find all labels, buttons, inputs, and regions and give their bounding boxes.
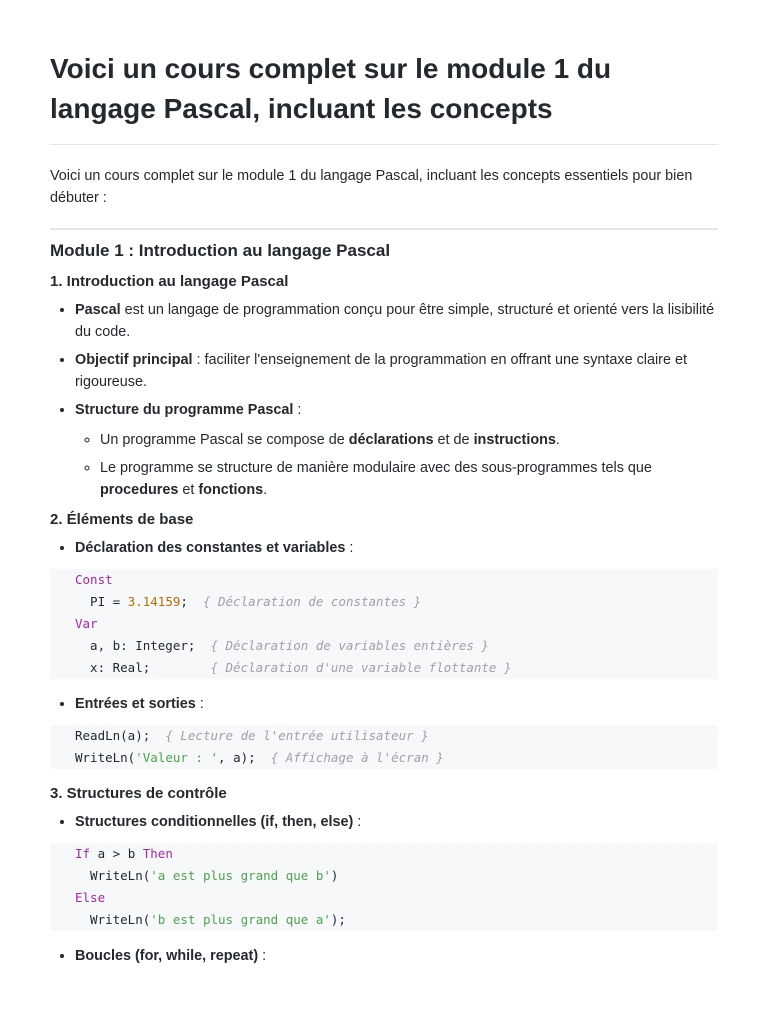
bold-term: Objectif principal <box>75 352 193 368</box>
code-number: 3.14159 <box>127 594 181 609</box>
code-keyword: If <box>75 846 91 861</box>
code-text: a > b <box>90 846 143 861</box>
text: Un programme Pascal se compose de <box>100 432 349 448</box>
code-text: ReadLn(a); <box>75 728 166 743</box>
code-text: x: Real; <box>75 660 211 675</box>
code-text: WriteLn( <box>75 750 136 765</box>
text: . <box>555 432 560 448</box>
code-keyword: Const <box>75 572 113 587</box>
bold-term: Boucles (for, while, repeat) <box>75 948 259 964</box>
sub-list-item <box>100 429 718 451</box>
bold-term: procedures <box>100 482 179 498</box>
list-item <box>75 299 718 343</box>
item-text: : <box>195 696 204 712</box>
list-item <box>75 693 718 769</box>
list-item <box>75 537 718 679</box>
code-comment: { Déclaration de constantes } <box>202 594 422 609</box>
text: Le programme se structure de manière modulaire avec des sous-programmes tels que <box>100 460 652 476</box>
code-text: ) <box>330 868 339 883</box>
code-string: 'a est plus grand que b' <box>150 868 331 883</box>
module-heading: Module 1 : Introduction au langage Pascal <box>50 241 391 260</box>
code-block-conditionals <box>50 843 718 931</box>
code-keyword: Then <box>142 846 173 861</box>
bold-term: Structure du programme Pascal <box>75 402 294 418</box>
list-item <box>75 349 718 393</box>
bold-term: Entrées et sorties <box>75 696 196 712</box>
code-text: a, b: Integer; <box>75 638 211 653</box>
page-title: Voici un cours complet sur le module 1 du langage Pascal, incluant les concepts <box>50 0 718 145</box>
code-text: , a); <box>218 750 271 765</box>
bold-term: Structures conditionnelles (if, then, else) <box>75 814 354 830</box>
bold-term: Pascal <box>75 302 121 318</box>
code-comment: { Déclaration de variables entières } <box>210 638 489 653</box>
sub-list <box>75 429 718 501</box>
list-item <box>75 945 718 967</box>
code-block-declarations <box>50 569 718 679</box>
item-text: : <box>353 814 362 830</box>
code-text: WriteLn( <box>75 868 151 883</box>
section-3-heading: 3. Structures de contrôle <box>50 785 227 802</box>
item-text: est un langage de programmation conçu pour être simple, structuré et orienté vers la lisibilité du code. <box>75 302 715 340</box>
bold-term: Déclaration des constantes et variables <box>75 540 346 556</box>
code-string: 'b est plus grand que a' <box>150 912 331 927</box>
section-1-list <box>50 299 718 501</box>
bold-term: fonctions <box>198 482 264 498</box>
code-text: WriteLn( <box>75 912 151 927</box>
text: . <box>263 482 268 498</box>
code-text: PI = <box>75 594 128 609</box>
code-string: 'Valeur : ' <box>135 750 219 765</box>
list-item <box>75 811 718 931</box>
bold-term: déclarations <box>348 432 434 448</box>
section-3-list <box>50 811 718 967</box>
text: et de <box>433 432 474 448</box>
code-keyword: Else <box>75 890 106 905</box>
list-item <box>75 399 718 501</box>
divider <box>50 228 718 230</box>
intro-paragraph: Voici un cours complet sur le module 1 du langage Pascal, incluant les concepts essentiels pour bien débuter : <box>50 168 693 206</box>
item-text: : <box>345 540 354 556</box>
code-comment: { Lecture de l'entrée utilisateur } <box>165 728 429 743</box>
sub-list-item <box>100 457 718 501</box>
code-text: ; <box>180 594 203 609</box>
code-block-io <box>50 725 718 769</box>
text: et <box>178 482 199 498</box>
section-2-list <box>50 537 718 769</box>
bold-term: instructions <box>473 432 556 448</box>
item-text: : <box>258 948 267 964</box>
item-text: : faciliter l'enseignement de la programmation en offrant une syntaxe claire et rigoureuse. <box>75 352 687 390</box>
code-comment: { Déclaration d'une variable flottante } <box>210 660 512 675</box>
section-2-heading: 2. Éléments de base <box>50 511 194 528</box>
code-keyword: Var <box>75 616 98 631</box>
item-text: : <box>293 402 302 418</box>
section-1-heading: 1. Introduction au langage Pascal <box>50 273 289 290</box>
code-text: ); <box>330 912 346 927</box>
code-comment: { Affichage à l'écran } <box>270 750 444 765</box>
